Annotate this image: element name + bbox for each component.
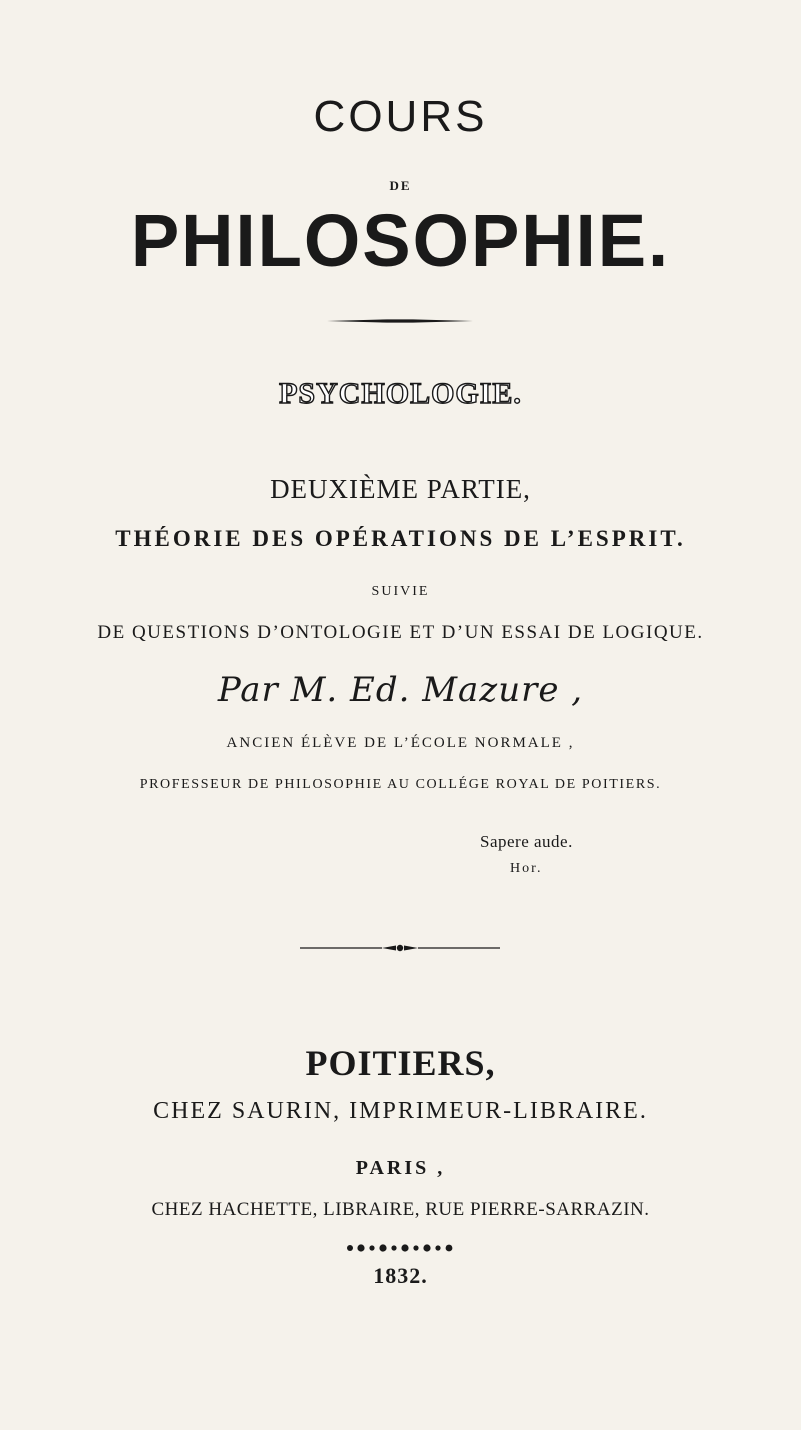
- ornamental-rule-divider: [300, 943, 500, 953]
- heading-psychologie: PSYCHOLOGIE.: [279, 377, 522, 410]
- heading-cours: COURS: [313, 92, 488, 141]
- heading-de: DE: [389, 178, 412, 193]
- imprint-paris: PARIS ,: [355, 1157, 446, 1179]
- author-credential-professeur: PROFESSEUR DE PHILOSOPHIE AU COLLÉGE ROYAL DE POITIERS.: [139, 777, 662, 792]
- imprint-publisher: CHEZ SAURIN, IMPRIMEUR-LIBRAIRE.: [153, 1098, 648, 1124]
- imprint-paris-publisher: CHEZ HACHETTE, LIBRAIRE, RUE PIERRE-SARRAZIN.: [151, 1199, 650, 1220]
- author-signature: Par M. Ed. Mazure ,: [217, 670, 584, 710]
- part-label: DEUXIÈME PARTIE,: [270, 474, 531, 504]
- ornament-beads: [345, 1243, 455, 1253]
- suivie-label: SUIVIE: [371, 584, 430, 599]
- epigraph-source: Hor.: [510, 861, 543, 876]
- tapered-rule-divider: [327, 319, 473, 323]
- part-title: THÉORIE DES OPÉRATIONS DE L’ESPRIT.: [115, 526, 686, 551]
- heading-philosophie: PHILOSOPHIE.: [130, 199, 671, 282]
- imprint-city: POITIERS,: [305, 1043, 496, 1083]
- epigraph-motto: Sapere aude.: [480, 832, 573, 851]
- subtitle-questions: DE QUESTIONS D’ONTOLOGIE ET D’UN ESSAI DE LOGIQUE.: [97, 622, 704, 643]
- author-credential-ancien: ANCIEN ÉLÈVE DE L’ÉCOLE NORMALE ,: [226, 735, 575, 751]
- imprint-year: 1832.: [373, 1263, 428, 1288]
